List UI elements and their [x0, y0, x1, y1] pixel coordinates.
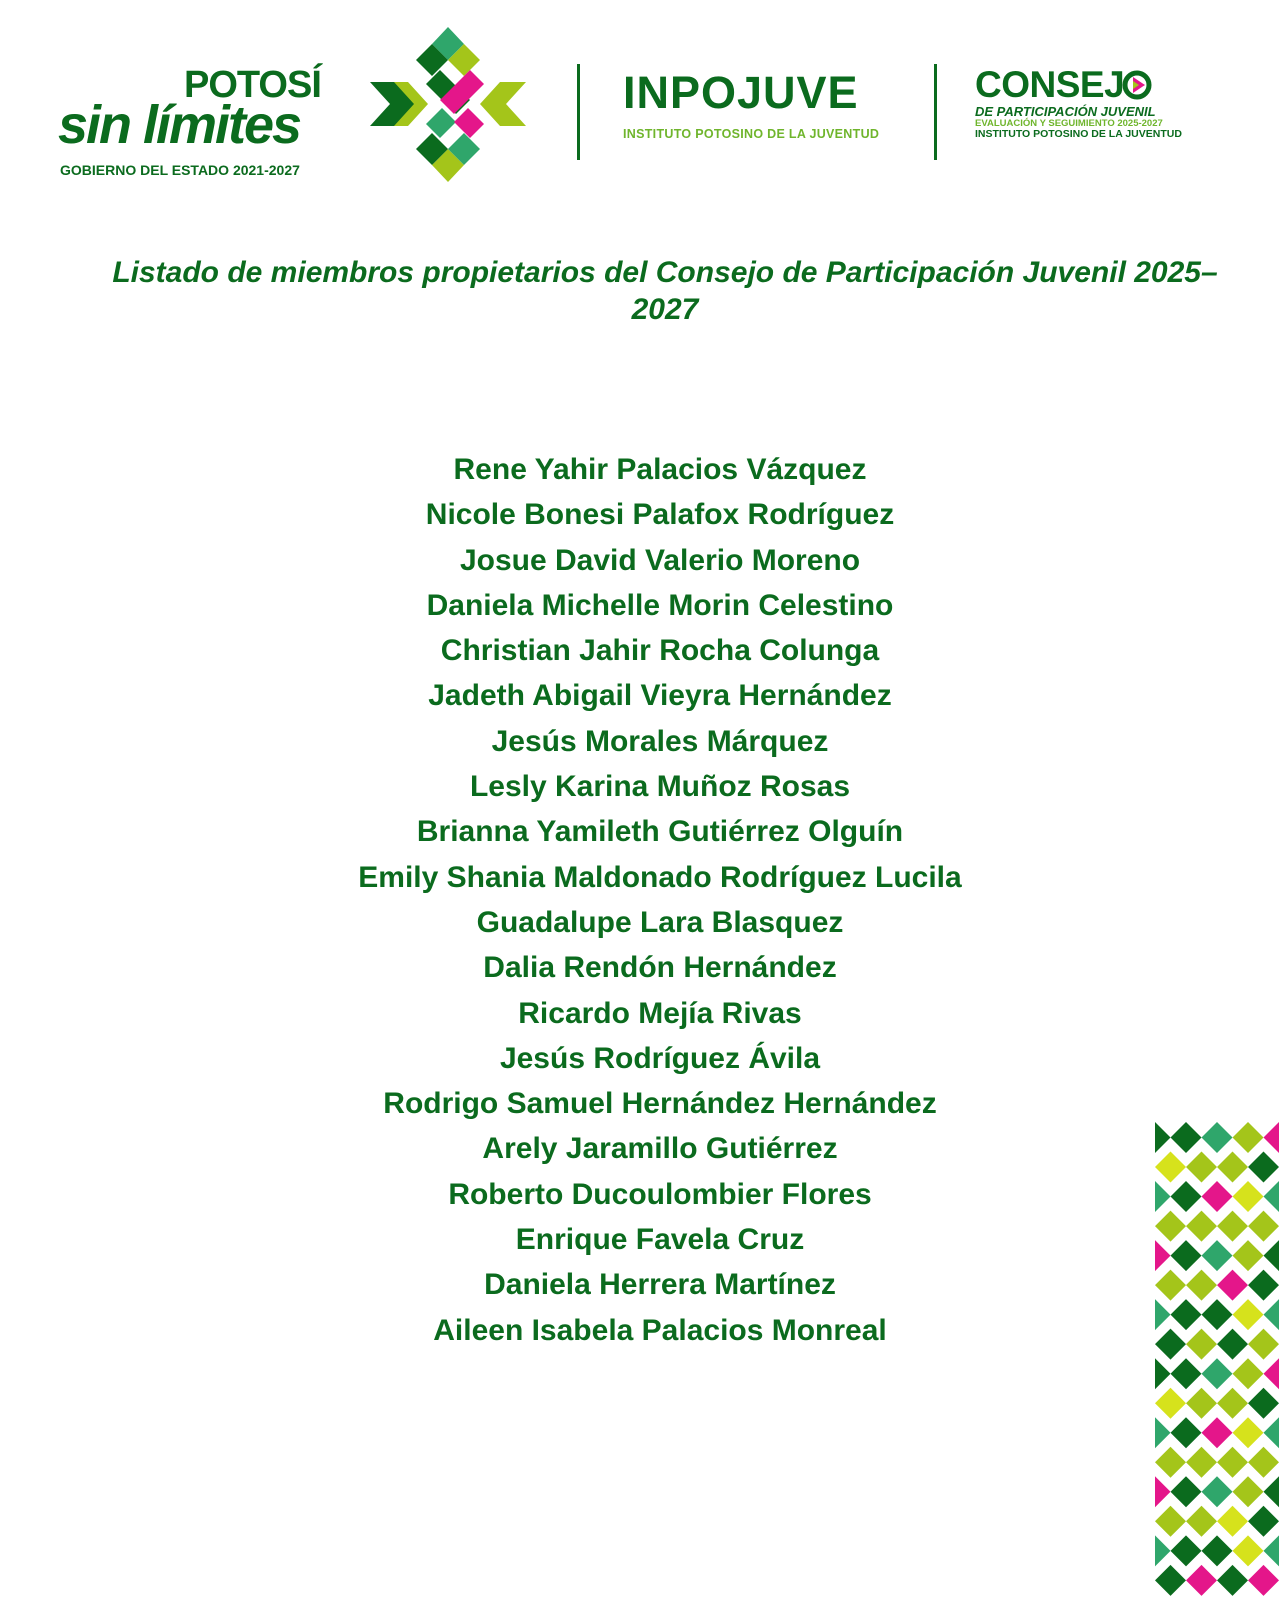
- pattern-diamond: [1186, 1329, 1217, 1360]
- consejo-line2: EVALUACIÓN Y SEGUIMIENTO 2025-2027: [975, 117, 1163, 129]
- star-emblem-icon: [368, 22, 528, 187]
- member-name: Rene Yahir Palacios Vázquez: [453, 453, 867, 486]
- pattern-diamond: [1155, 1417, 1171, 1448]
- pattern-diamond: [1248, 1506, 1279, 1537]
- pattern-diamond: [1202, 1358, 1233, 1389]
- pattern-diamond: [1155, 1506, 1186, 1537]
- pattern-diamond: [1155, 1358, 1171, 1389]
- member-name: Jesús Morales Márquez: [491, 724, 829, 758]
- pattern-diamond: [1155, 1240, 1171, 1271]
- pattern-diamond: [1217, 1506, 1248, 1537]
- member-name: Aileen Isabela Palacios Monreal: [433, 1313, 887, 1347]
- pattern-diamond: [1171, 1299, 1202, 1330]
- pattern-diamond: [1171, 1535, 1202, 1566]
- pattern-diamond: [1155, 1535, 1171, 1566]
- government-logo-line2: sin límites: [58, 95, 301, 155]
- member-name: Guadalupe Lara Blasquez: [476, 905, 844, 939]
- pattern-diamond: [1264, 1358, 1279, 1389]
- pattern-diamond: [1217, 1329, 1248, 1360]
- pattern-diamond: [1155, 1329, 1186, 1360]
- pattern-diamond: [1186, 1388, 1217, 1419]
- pattern-diamond: [1155, 1122, 1171, 1153]
- pattern-diamond: [1233, 1417, 1264, 1448]
- header-divider: [934, 64, 937, 160]
- pattern-diamond: [1248, 1152, 1279, 1183]
- pattern-diamond: [1217, 1565, 1248, 1596]
- pattern-diamond: [1202, 1122, 1233, 1153]
- pattern-diamond: [1186, 1211, 1217, 1242]
- pattern-diamond: [1155, 1447, 1186, 1478]
- pattern-diamond: [1217, 1152, 1248, 1183]
- pattern-diamond: [1155, 1565, 1186, 1596]
- pattern-diamond: [1264, 1476, 1279, 1507]
- decorative-pattern-icon: [1155, 1122, 1279, 1600]
- member-name: Lesly Karina Muñoz Rosas: [469, 770, 851, 804]
- header-divider: [577, 64, 580, 160]
- pattern-diamond: [1233, 1358, 1264, 1389]
- member-name: Dalia Rendón Hernández: [483, 951, 837, 985]
- pattern-diamond: [1233, 1476, 1264, 1507]
- consejo-title: CONSEJ: [975, 64, 1125, 105]
- consejo-arrow-icon: [1122, 70, 1152, 100]
- pattern-diamond: [1186, 1565, 1217, 1596]
- pattern-diamond: [1217, 1447, 1248, 1478]
- pattern-diamond: [1186, 1152, 1217, 1183]
- pattern-diamond: [1202, 1240, 1233, 1271]
- pattern-diamond: [1217, 1211, 1248, 1242]
- government-logo-caption: GOBIERNO DEL ESTADO 2021-2027: [60, 162, 300, 178]
- pattern-diamond: [1155, 1476, 1171, 1507]
- pattern-diamond: [1186, 1447, 1217, 1478]
- pattern-diamond: [1155, 1388, 1186, 1419]
- pattern-diamond: [1264, 1299, 1279, 1330]
- member-name: Ricardo Mejía Rivas: [518, 996, 802, 1030]
- member-name: Daniela Michelle Morin Celestino: [426, 588, 894, 622]
- pattern-diamond: [1248, 1211, 1279, 1242]
- member-name: Rodrigo Samuel Hernández Hernández: [383, 1087, 937, 1121]
- member-name: Roberto Ducoulombier Flores: [448, 1177, 872, 1211]
- inpojuve-subtitle: INSTITUTO POTOSINO DE LA JUVENTUD: [623, 127, 880, 141]
- pattern-diamond: [1233, 1122, 1264, 1153]
- consejo-logo: [975, 66, 1195, 156]
- pattern-diamond: [1171, 1476, 1202, 1507]
- header: [0, 0, 1279, 200]
- pattern-diamond: [1202, 1181, 1233, 1212]
- pattern-diamond: [1264, 1417, 1279, 1448]
- pattern-diamond: [1217, 1388, 1248, 1419]
- pattern-diamond: [1202, 1299, 1233, 1330]
- pattern-diamond: [1248, 1447, 1279, 1478]
- inpojuve-title: INPOJUVE: [623, 67, 859, 118]
- member-name: Arely Jaramillo Gutiérrez: [482, 1132, 838, 1166]
- pattern-diamond: [1171, 1358, 1202, 1389]
- pattern-diamond: [1233, 1299, 1264, 1330]
- pattern-diamond: [1171, 1417, 1202, 1448]
- pattern-diamond: [1171, 1181, 1202, 1212]
- pattern-diamond: [1171, 1240, 1202, 1271]
- inpojuve-logo: [623, 67, 913, 150]
- pattern-diamond: [1186, 1506, 1217, 1537]
- pattern-diamond: [1233, 1240, 1264, 1271]
- member-name: Nicole Bonesi Palafox Rodríguez: [425, 498, 895, 532]
- member-name: Jesús Rodríguez Ávila: [499, 1041, 821, 1075]
- consejo-title-row: [975, 66, 1195, 103]
- pattern-diamond: [1248, 1565, 1279, 1596]
- pattern-diamond: [1155, 1152, 1186, 1183]
- pattern-diamond: [1202, 1476, 1233, 1507]
- government-logo: [58, 56, 358, 186]
- member-name: Enrique Favela Cruz: [515, 1223, 805, 1257]
- pattern-diamond: [1248, 1270, 1279, 1301]
- pattern-diamond: [1155, 1211, 1186, 1242]
- pattern-diamond: [1233, 1181, 1264, 1212]
- pattern-diamond: [1248, 1329, 1279, 1360]
- pattern-diamond: [1171, 1122, 1202, 1153]
- pattern-diamond: [1202, 1417, 1233, 1448]
- pattern-diamond: [1233, 1535, 1264, 1566]
- member-name: Jadeth Abigail Vieyra Hernández: [428, 679, 892, 713]
- pattern-diamond: [1248, 1388, 1279, 1419]
- member-name: Christian Jahir Rocha Colunga: [440, 634, 880, 668]
- pattern-diamond: [1264, 1240, 1279, 1271]
- pattern-diamond: [1264, 1535, 1279, 1566]
- pattern-diamond: [1155, 1181, 1171, 1212]
- pattern-diamond: [1264, 1122, 1279, 1153]
- consejo-line3: INSTITUTO POTOSINO DE LA JUVENTUD: [975, 127, 1182, 140]
- member-name: Josue David Valerio Moreno: [459, 543, 861, 577]
- pattern-diamond: [1264, 1181, 1279, 1212]
- pattern-diamond: [1202, 1535, 1233, 1566]
- pattern-diamond: [1217, 1270, 1248, 1301]
- government-logo-line1: POTOSÍ: [184, 64, 321, 106]
- member-list: [160, 447, 1160, 1353]
- consejo-line1: DE PARTICIPACIÓN JUVENIL: [975, 104, 1156, 119]
- pattern-diamond: [1186, 1270, 1217, 1301]
- member-name: Daniela Herrera Martínez: [484, 1268, 836, 1302]
- member-name: Brianna Yamileth Gutiérrez Olguín: [416, 815, 904, 849]
- pattern-diamond: [1155, 1299, 1171, 1330]
- pattern-diamond: [1155, 1270, 1186, 1301]
- document-title: Listado de miembros propietarios del Consejo de Participación Juvenil 2025–2027: [112, 256, 1218, 326]
- member-name: Emily Shania Maldonado Rodríguez Lucila: [358, 860, 962, 894]
